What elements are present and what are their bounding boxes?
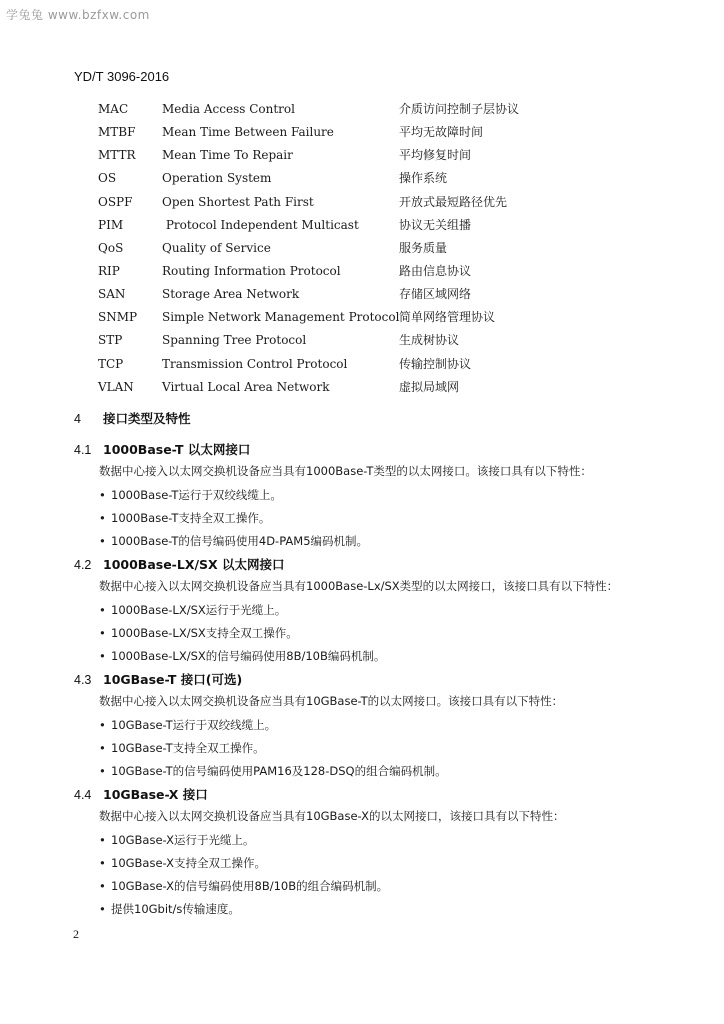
bullet-icon: • <box>99 626 106 640</box>
abbreviation-chinese: 平均修复时间 <box>399 148 472 163</box>
abbreviation-code: MTBF <box>98 125 136 140</box>
list-item <box>99 717 276 733</box>
subsection-heading <box>74 785 208 803</box>
abbreviation-chinese: 开放式最短路径优先 <box>399 194 508 209</box>
section-title: 接口类型及特性 <box>103 411 191 426</box>
bullet-icon: • <box>99 534 106 548</box>
bullet-icon: • <box>99 488 106 502</box>
page-number: 2 <box>73 927 79 941</box>
abbreviation-code: RIP <box>98 263 120 278</box>
abbreviation-english: Operation System <box>162 171 272 186</box>
list-item-text: 10GBase-X运行于光缆上。 <box>111 833 255 847</box>
list-item-text: 1000Base-T运行于双绞线缆上。 <box>111 488 282 502</box>
list-item-text: 1000Base-LX/SX运行于光缆上。 <box>111 603 287 617</box>
list-item-text: 10GBase-T运行于双绞线缆上。 <box>111 718 277 732</box>
abbreviation-row <box>98 284 658 307</box>
list-item <box>99 625 298 641</box>
list-item <box>99 901 240 917</box>
abbreviation-chinese: 服务质量 <box>399 240 448 255</box>
list-item-text: 1000Base-T支持全双工操作。 <box>111 511 271 525</box>
abbreviation-code: PIM <box>98 217 124 232</box>
abbreviation-code: OSPF <box>98 194 133 209</box>
abbreviation-row <box>98 261 658 284</box>
abbreviation-row <box>98 354 658 377</box>
abbreviation-english: Protocol Independent Multicast <box>162 217 359 232</box>
standard-code-header: YD/T 3096-2016 <box>74 69 170 84</box>
abbreviation-english: Media Access Control <box>162 102 295 116</box>
subsection-title: 1000Base-T 以太网接口 <box>103 442 251 457</box>
abbreviation-table <box>98 99 658 400</box>
abbreviation-row <box>98 215 658 238</box>
list-item-text: 1000Base-T的信号编码使用4D-PAM5编码机制。 <box>111 534 369 548</box>
abbreviation-code: SAN <box>98 287 126 302</box>
list-item <box>99 487 282 503</box>
abbreviation-code: SNMP <box>98 310 138 325</box>
list-item-text: 10GBase-X的信号编码使用8B/10B的组合编码机制。 <box>111 879 389 893</box>
abbreviation-chinese: 虚拟局域网 <box>399 379 460 394</box>
list-item <box>99 602 286 618</box>
bullet-icon: • <box>99 511 106 525</box>
bullet-icon: • <box>99 833 106 847</box>
abbreviation-english: Routing Information Protocol <box>162 263 341 278</box>
bullet-icon: • <box>99 856 106 870</box>
list-item <box>99 648 385 664</box>
abbreviation-chinese: 存储区域网络 <box>399 287 472 302</box>
list-item-text: 1000Base-LX/SX支持全双工操作。 <box>111 626 298 640</box>
subsection-heading <box>74 440 250 458</box>
section-heading <box>74 409 191 427</box>
list-item <box>99 855 266 871</box>
abbreviation-row <box>98 192 658 215</box>
list-item-text: 10GBase-T支持全双工操作。 <box>111 741 265 755</box>
abbreviation-code: QoS <box>98 240 124 255</box>
subsection-heading <box>74 670 242 688</box>
abbreviation-english: Spanning Tree Protocol <box>162 333 307 348</box>
abbreviation-chinese: 传输控制协议 <box>399 356 472 371</box>
list-item <box>99 878 388 894</box>
abbreviation-chinese: 路由信息协议 <box>399 263 472 278</box>
subsection-number: 4.2 <box>74 558 92 572</box>
list-item <box>99 533 368 549</box>
bullet-icon: • <box>99 879 106 893</box>
abbreviation-english: Open Shortest Path First <box>162 194 314 209</box>
abbreviation-row <box>98 122 658 145</box>
paragraph: 数据中心接入以太网交换机设备应当具有10GBase-X的以太网接口，该接口具有以下特性： <box>99 809 565 823</box>
watermark-text: 学兔兔 www.bzfxw.com <box>6 8 150 22</box>
abbreviation-row <box>98 145 658 168</box>
subsection-number: 4.4 <box>74 788 92 802</box>
list-item <box>99 763 447 779</box>
abbreviation-english: Virtual Local Area Network <box>162 379 330 394</box>
abbreviation-english: Storage Area Network <box>162 287 300 302</box>
list-item <box>99 510 270 526</box>
list-item-text: 提供10Gbit/s传输速度。 <box>111 902 240 916</box>
abbreviation-row <box>98 377 658 400</box>
abbreviation-chinese: 平均无故障时间 <box>399 125 484 140</box>
list-item <box>99 832 255 848</box>
abbreviation-chinese: 简单网络管理协议 <box>399 310 496 325</box>
abbreviation-english: Mean Time To Repair <box>162 148 293 163</box>
abbreviation-chinese: 介质访问控制子层协议 <box>399 102 520 116</box>
bullet-icon: • <box>99 718 106 732</box>
subsection-heading <box>74 555 285 573</box>
abbreviation-code: OS <box>98 171 117 186</box>
abbreviation-english: Mean Time Between Failure <box>162 125 334 140</box>
abbreviation-row <box>98 330 658 353</box>
list-item <box>99 740 265 756</box>
abbreviation-row <box>98 99 658 122</box>
bullet-icon: • <box>99 741 106 755</box>
abbreviation-code: TCP <box>98 356 124 371</box>
bullet-icon: • <box>99 649 106 663</box>
paragraph: 数据中心接入以太网交换机设备应当具有1000Base-Lx/SX类型的以太网接口，该接口具有以下特性： <box>99 579 619 593</box>
abbreviation-row <box>98 307 658 330</box>
list-item-text: 10GBase-T的信号编码使用PAM16及128-DSQ的组合编码机制。 <box>111 764 447 778</box>
abbreviation-english: Transmission Control Protocol <box>162 356 348 371</box>
bullet-icon: • <box>99 764 106 778</box>
abbreviation-row <box>98 168 658 191</box>
abbreviation-code: STP <box>98 333 123 348</box>
abbreviation-code: MTTR <box>98 148 136 163</box>
subsection-title: 10GBase-X 接口 <box>103 787 208 802</box>
subsection-title: 1000Base-LX/SX 以太网接口 <box>103 557 285 572</box>
bullet-icon: • <box>99 902 106 916</box>
abbreviation-chinese: 生成树协议 <box>399 333 460 348</box>
list-item-text: 1000Base-LX/SX的信号编码使用8B/10B编码机制。 <box>111 649 386 663</box>
section-number: 4 <box>74 412 81 426</box>
abbreviation-code: MAC <box>98 102 129 116</box>
abbreviation-chinese: 协议无关组播 <box>399 217 472 232</box>
subsection-title: 10GBase-T 接口(可选) <box>103 672 243 687</box>
list-item-text: 10GBase-X支持全双工操作。 <box>111 856 267 870</box>
abbreviation-code: VLAN <box>98 379 134 394</box>
subsection-number: 4.1 <box>74 443 92 457</box>
paragraph: 数据中心接入以太网交换机设备应当具有1000Base-T类型的以太网接口。该接口具有以下特性： <box>99 464 592 478</box>
abbreviation-english: Quality of Service <box>162 240 271 255</box>
paragraph: 数据中心接入以太网交换机设备应当具有10GBase-T的以太网接口。该接口具有以下特性： <box>99 694 564 708</box>
abbreviation-row <box>98 238 658 261</box>
subsection-number: 4.3 <box>74 673 92 687</box>
abbreviation-english: Simple Network Management Protocol <box>162 310 400 325</box>
bullet-icon: • <box>99 603 106 617</box>
abbreviation-chinese: 操作系统 <box>399 171 448 186</box>
